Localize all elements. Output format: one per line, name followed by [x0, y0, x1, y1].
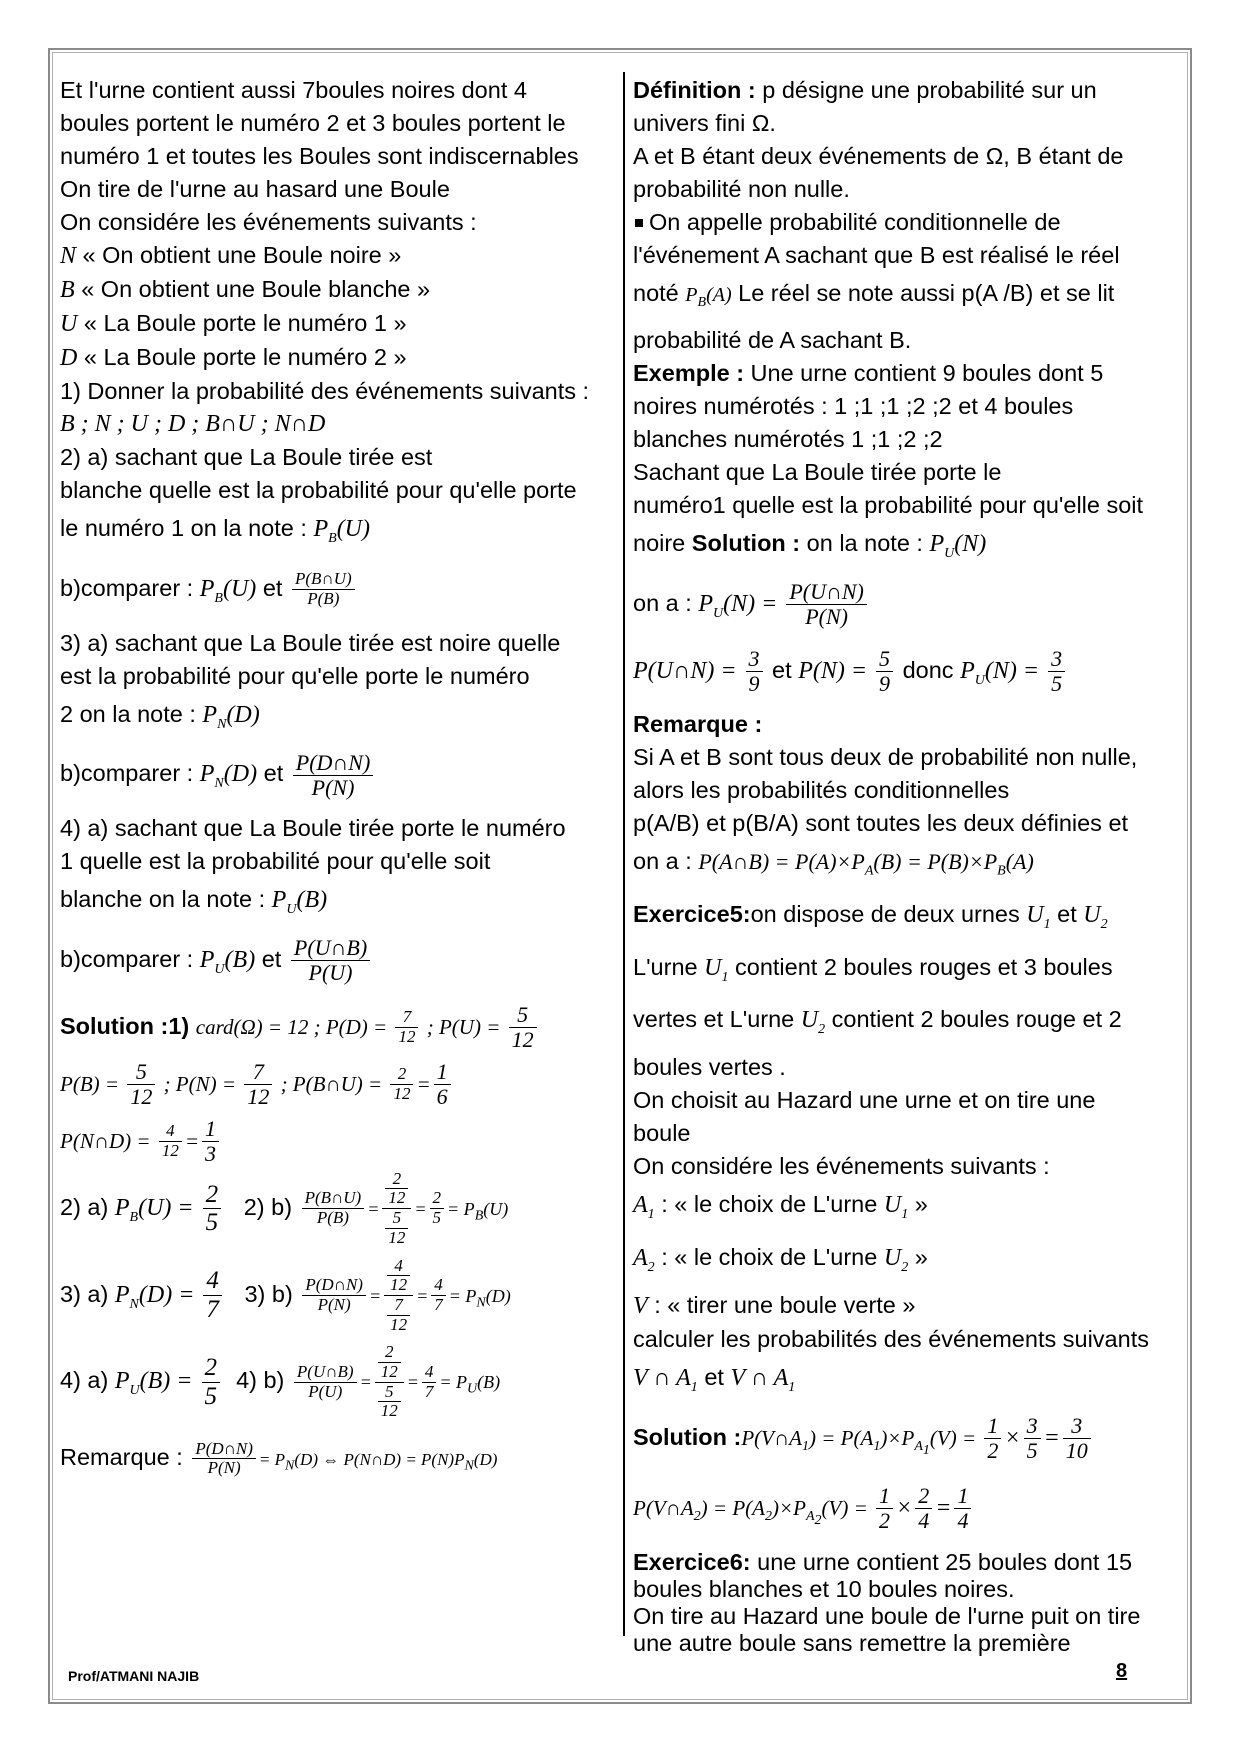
example: noires numérotés : 1 ;1 ;1 ;2 ;2 et 4 boules [633, 393, 1074, 419]
exercise-5: boule [633, 1120, 691, 1147]
intro-line: boules portent le numéro 2 et 3 boules portent le [60, 110, 566, 136]
exercise-5: On choisit au Hazard une urne et on tire une [633, 1087, 1096, 1114]
example-values: P(U∩N) = $\frac{3}{9}$ et P(N) = $\frac{5}{9}$ donc $P_U(N)$ = $\frac{3}{5}$ [633, 642, 1189, 709]
definition: On appelle probabilité conditionnelle de [633, 206, 1189, 239]
question-3a: est la probabilité pour qu'elle porte le numéro [60, 662, 530, 689]
page-number: 8 [1116, 1660, 1128, 1682]
bullet-icon [635, 219, 643, 227]
exercise-5: Exercice5:on dispose de deux urnes $U_1$ et $U_2$ [633, 900, 1108, 932]
exercise-5: vertes et L'urne $U_2$ contient 2 boules rouge et 2 [633, 1006, 1122, 1038]
question-4b: b)comparer : $P_U(B)$ et $\frac{P(U\cap B)}{P(U)}$ [60, 931, 618, 998]
solution-2: 2) a) $P_B(U)$ = $\frac{2}{5}$ 2) b) $\frac{P(B\cap U)}{P(B)}$ = $\frac{\frac{2}{12}}{\frac{5}{12}}$ = $\frac{2}{5}$ = $P_B(U)$ [60, 1168, 509, 1247]
exercise-5: L'urne $U_1$ contient 2 boules rouges et 3 boules [633, 953, 1113, 985]
question-3b: b)comparer : $P_N(D)$ et $\frac{P(D\cap N)}{P(N)}$ [60, 745, 618, 812]
question-2a: blanche quelle est la probabilité pour qu'elle porte [60, 477, 577, 503]
event-u: U « La Boule porte le numéro 1 » [60, 310, 407, 337]
exercise-6: Exercice6: une urne contient 25 boules dont 15 [633, 1548, 1133, 1575]
remarque-left: Remarque : $\frac{P(D\cap N)}{P(N)}$ = $P_N(D)$ ⇔ P(N∩D) = $P(N)P_N(D)$ [60, 1438, 498, 1478]
intro-line: On considére les événements suivants : [60, 209, 477, 235]
solution-1-line: P(B) = $\frac{5}{12}$ ; P(N) = $\frac{7}{12}$ ; P(B∩U) = $\frac{2}{12}$ = $\frac{1}{6}$ [60, 1055, 618, 1112]
column-divider [623, 72, 625, 1636]
example: Exemple : Une urne contient 9 boules dont 5 [633, 360, 1104, 386]
exercise-6: On tire au Hazard une boule de l'urne puit on tire [633, 1602, 1141, 1629]
question-3a: 2 on la note : $P_N(D)$ [60, 700, 260, 732]
definition: A et B étant deux événements de Ω, B étant de [633, 143, 1124, 169]
question-1-events: B ; N ; U ; D ; B∩U ; N∩D [60, 411, 326, 437]
right-column [633, 74, 1189, 1657]
exercise-5: calculer les probabilités des événements suivants [633, 1325, 1149, 1352]
question-1: 1) Donner la probabilité des événements suivants : [60, 378, 590, 404]
example: numéro1 quelle est la probabilité pour qu'elle soit [633, 492, 1144, 518]
solution-1-line: P(N∩D) = $\frac{4}{12}$ = $\frac{1}{3}$ [60, 1112, 618, 1169]
remarque: alors les probabilités conditionnelles [633, 777, 1010, 804]
exercise-5: On considére les événements suivants : [633, 1153, 1050, 1180]
event-v: V : « tirer une boule verte » [633, 1291, 916, 1319]
question-4a: blanche on la note : $P_U(B)$ [60, 886, 328, 917]
question-2b: b)comparer : $P_B(U)$ et $\frac{P(B\cap U)}{P(B)}$ [60, 560, 618, 627]
definition: l'événement A sachant que B est réalisé le réel [633, 242, 1120, 268]
remarque: on a : P(A∩B) = $P(A)\times P_A(B) = P(B)\times P_B(A)$ [633, 848, 1034, 879]
definition: probabilité de A sachant B. [633, 327, 912, 353]
event-a1: $A_1$ : « le choix de L'urne $U_1$ » [633, 1191, 928, 1222]
question-2a: le numéro 1 on la note : $P_B(U)$ [60, 515, 371, 546]
definition: noté $P_B(A)$ Le réel se note aussi p(A /B) et se lit [633, 280, 1115, 310]
example-formula: on a : $P_U(N)$ = $\frac{P(U\cap N)}{P(N)}$ [633, 575, 1189, 642]
solution-1-line: Solution :1) card(Ω) = 12 ; P(D) = $\frac{7}{12}$ ; P(U) = $\frac{5}{12}$ [60, 998, 618, 1055]
intro-line: On tire de l'urne au hasard une Boule [60, 176, 450, 202]
exercise-6: boules blanches et 10 boules noires. [633, 1575, 1015, 1602]
intro-line: numéro 1 et toutes les Boules sont indiscernables [60, 143, 579, 169]
remarque: p(A/B) et p(B/A) sont toutes les deux définies et [633, 810, 1129, 837]
footer-author: Prof/ATMANI NAJIB [68, 1668, 200, 1684]
definition: univers fini Ω. [633, 110, 776, 136]
remarque: Si A et B sont tous deux de probabilité non nulle, [633, 744, 1138, 771]
event-b: B « On obtient une Boule blanche » [60, 276, 431, 303]
question-3a: 3) a) sachant que La Boule tirée est noire quelle [60, 629, 561, 656]
example: blanches numérotés 1 ;1 ;2 ;2 [633, 426, 943, 452]
intro-line: Et l'urne contient aussi 7boules noires dont 4 [60, 77, 527, 103]
question-4a: 4) a) sachant que La Boule tirée porte le numéro [60, 815, 566, 842]
event-a2: $A_2$ : « le choix de L'urne $U_2$ » [633, 1243, 928, 1275]
exercise-5-solution: $P(V\cap A_2) = P(A_2)\times P_{A_2}(V)$ = $\frac{1}{2}$ × $\frac{2}{4}$ = $\frac{1}{4}$ [633, 1479, 1189, 1549]
exercise-5-solution: Solution $:P(V\cap A_1) = P(A_1)\times P_{A_1}(V)$ = $\frac{1}{2}$ × $\frac{3}{5}$ = $\frac{3}{10}$ [633, 1409, 1189, 1479]
definition: Définition : p désigne une probabilité sur un [633, 77, 1097, 103]
solution-4: 4) a) $P_U(B)$ = $\frac{2}{5}$ 4) b) $\frac{P(U\cap B)}{P(U)}$ = $\frac{\frac{2}{12}}{\frac{5}{12}}$ = $\frac{4}{7}$ = $P_U(B)$ [60, 1342, 501, 1421]
question-2a: 2) a) sachant que La Boule tirée est [60, 444, 433, 470]
event-d: D « La Boule porte le numéro 2 » [60, 344, 407, 371]
definition: probabilité non nulle. [633, 176, 850, 202]
solution-3: 3) a) $P_N(D)$ = $\frac{4}{7}$ 3) b) $\frac{P(D\cap N)}{P(N)}$ = $\frac{\frac{4}{12}}{\frac{7}{12}}$ = $\frac{4}{7}$ = $P_N(D)$ [60, 1255, 511, 1334]
exercise-5: boules vertes . [633, 1054, 786, 1081]
exercise-5-events: V ∩ $A_1$ et V ∩ $A_1$ [633, 1363, 796, 1395]
exercise-6: une autre boule sans remettre la première [633, 1629, 1071, 1656]
example-solution: noire Solution : on la note : $P_U(N)$ [633, 530, 987, 561]
left-column [60, 74, 618, 1495]
example: Sachant que La Boule tirée porte le [633, 459, 1002, 485]
remarque-title: Remarque : [633, 711, 763, 738]
question-4a: 1 quelle est la probabilité pour qu'elle soit [60, 848, 491, 875]
event-n: N « On obtient une Boule noire » [60, 242, 402, 269]
